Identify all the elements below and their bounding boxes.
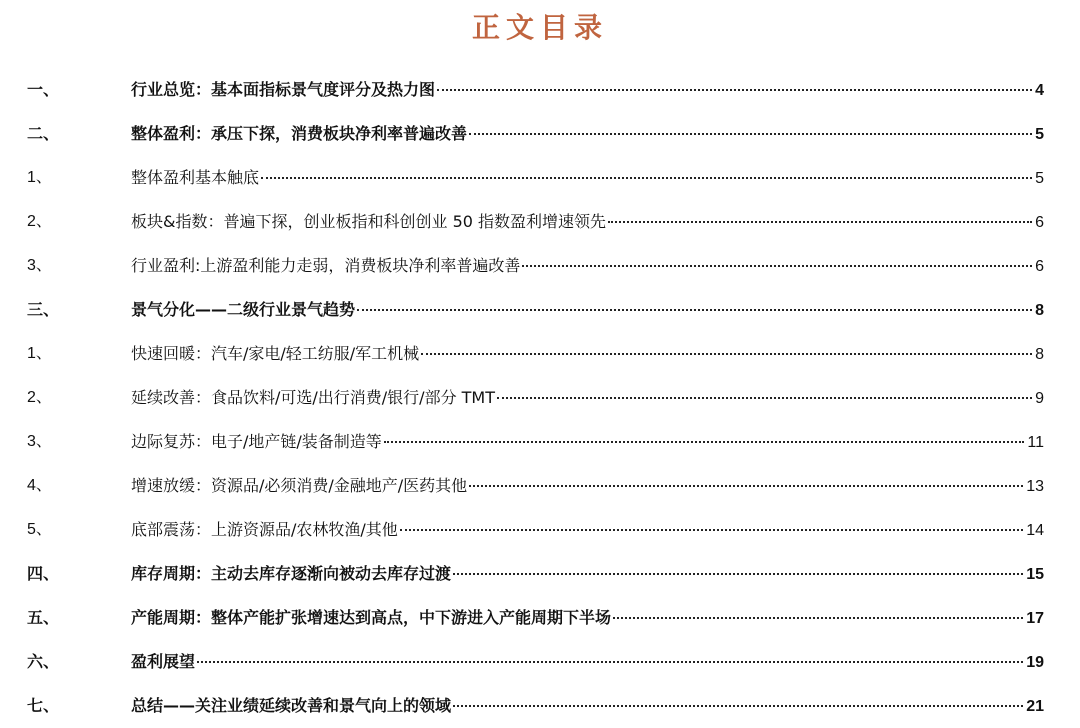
toc-entry-page[interactable]: 14 — [1026, 521, 1044, 539]
dot-leader — [608, 221, 1032, 223]
toc-entry-title[interactable]: 盈利展望 — [131, 651, 196, 671]
toc-entry-number: 五、 — [27, 608, 60, 627]
toc-entry-page[interactable]: 8 — [1035, 345, 1044, 363]
toc-entry-number: 一、 — [27, 80, 60, 99]
toc-entry-title[interactable]: 整体盈利基本触底 — [131, 167, 260, 187]
toc-entry-number: 3、 — [27, 257, 52, 274]
toc-entry-line — [131, 167, 1044, 190]
dot-leader — [261, 177, 1032, 179]
dot-leader — [469, 133, 1032, 135]
toc-entry[interactable] — [0, 68, 1080, 112]
toc-entry[interactable] — [0, 596, 1080, 640]
toc-entry-page[interactable]: 17 — [1026, 609, 1044, 627]
toc-entry[interactable] — [0, 332, 1080, 376]
toc-entry-title[interactable]: 底部震荡：上游资源品/农林牧渔/其他 — [131, 519, 398, 539]
toc-entry-number: 2、 — [27, 213, 52, 230]
toc-entry-page[interactable]: 5 — [1035, 169, 1044, 187]
dot-leader — [453, 573, 1023, 575]
toc-entry-page[interactable]: 13 — [1026, 477, 1044, 495]
toc-entry[interactable] — [0, 464, 1080, 508]
toc-entry-page[interactable]: 15 — [1026, 565, 1044, 583]
toc-entry-page[interactable]: 8 — [1035, 301, 1044, 319]
toc-entry-page[interactable]: 9 — [1035, 389, 1044, 407]
toc-entry-title[interactable]: 行业总览：基本面指标景气度评分及热力图 — [131, 79, 436, 99]
toc-entry[interactable] — [0, 552, 1080, 596]
toc-entry[interactable] — [0, 376, 1080, 420]
toc-entry-title[interactable]: 产能周期：整体产能扩张增速达到高点，中下游进入产能周期下半场 — [131, 607, 612, 627]
dot-leader — [384, 441, 1025, 443]
toc-entry-line — [131, 475, 1044, 498]
toc-entry-line — [131, 255, 1044, 278]
toc-entry-line — [131, 695, 1044, 718]
dot-leader — [421, 353, 1032, 355]
toc-entry-number: 六、 — [27, 652, 60, 671]
toc-entry-number: 3、 — [27, 433, 52, 450]
toc-entry-title[interactable]: 边际复苏：电子/地产链/装备制造等 — [131, 431, 382, 451]
dot-leader — [197, 661, 1023, 663]
toc-entry-line — [131, 211, 1044, 234]
toc-entry-page[interactable]: 4 — [1035, 81, 1044, 99]
toc-entry[interactable] — [0, 640, 1080, 684]
toc-entry-page[interactable]: 5 — [1035, 125, 1044, 143]
toc-entry-title[interactable]: 快速回暖：汽车/家电/轻工纺服/军工机械 — [131, 343, 420, 363]
toc-entry-line — [131, 431, 1044, 454]
toc-entry-title[interactable]: 整体盈利：承压下探，消费板块净利率普遍改善 — [131, 123, 468, 143]
toc-entry-number: 四、 — [27, 564, 60, 583]
toc-entry-line — [131, 79, 1044, 102]
toc-entry-number: 七、 — [27, 696, 60, 715]
dot-leader — [400, 529, 1023, 531]
dot-leader — [469, 485, 1023, 487]
toc-entry-title[interactable]: 增速放缓：资源品/必须消费/金融地产/医药其他 — [131, 475, 468, 495]
toc-entry-title[interactable]: 板块&指数：普遍下探，创业板指和科创创业 50 指数盈利增速领先 — [131, 211, 607, 231]
toc-entry-page[interactable]: 21 — [1026, 697, 1044, 715]
toc-entry[interactable] — [0, 684, 1080, 728]
toc-entry[interactable] — [0, 420, 1080, 464]
toc-entry-number: 5、 — [27, 521, 52, 538]
toc-entry[interactable] — [0, 288, 1080, 332]
toc-entry-title[interactable]: 行业盈利:上游盈利能力走弱，消费板块净利率普遍改善 — [131, 255, 521, 275]
toc-entry-page[interactable]: 11 — [1027, 433, 1044, 451]
dot-leader — [357, 309, 1032, 311]
toc-entry-line — [131, 343, 1044, 366]
toc-entry-line — [131, 519, 1044, 542]
toc-list — [0, 68, 1080, 728]
toc-entry-number: 1、 — [27, 345, 52, 362]
toc-entry-number: 二、 — [27, 124, 60, 143]
toc-entry-title[interactable]: 延续改善：食品饮料/可选/出行消费/银行/部分 TMT — [131, 387, 496, 407]
toc-entry-line — [131, 123, 1044, 146]
toc-entry-line — [131, 299, 1044, 322]
toc-entry[interactable] — [0, 200, 1080, 244]
toc-entry[interactable] — [0, 244, 1080, 288]
toc-entry-page[interactable]: 6 — [1035, 257, 1044, 275]
toc-entry-number: 4、 — [27, 477, 52, 494]
toc-entry-page[interactable]: 19 — [1026, 653, 1044, 671]
toc-entry-title[interactable]: 景气分化——二级行业景气趋势 — [131, 299, 356, 319]
toc-entry-line — [131, 563, 1044, 586]
toc-entry-line — [131, 387, 1044, 410]
toc-entry-line — [131, 651, 1044, 674]
toc-entry-title[interactable]: 总结——关注业绩延续改善和景气向上的领域 — [131, 695, 452, 715]
toc-entry-number: 1、 — [27, 169, 52, 186]
dot-leader — [497, 397, 1032, 399]
toc-entry-number: 三、 — [27, 300, 60, 319]
toc-entry-page[interactable]: 6 — [1035, 213, 1044, 231]
toc-entry[interactable] — [0, 156, 1080, 200]
dot-leader — [522, 265, 1032, 267]
toc-entry-title[interactable]: 库存周期：主动去库存逐渐向被动去库存过渡 — [131, 563, 452, 583]
dot-leader — [453, 705, 1023, 707]
toc-entry-number: 2、 — [27, 389, 52, 406]
toc-entry[interactable] — [0, 508, 1080, 552]
toc-entry-line — [131, 607, 1044, 630]
dot-leader — [613, 617, 1023, 619]
toc-entry[interactable] — [0, 112, 1080, 156]
page-title: 正文目录 — [471, 11, 608, 44]
dot-leader — [437, 89, 1032, 91]
